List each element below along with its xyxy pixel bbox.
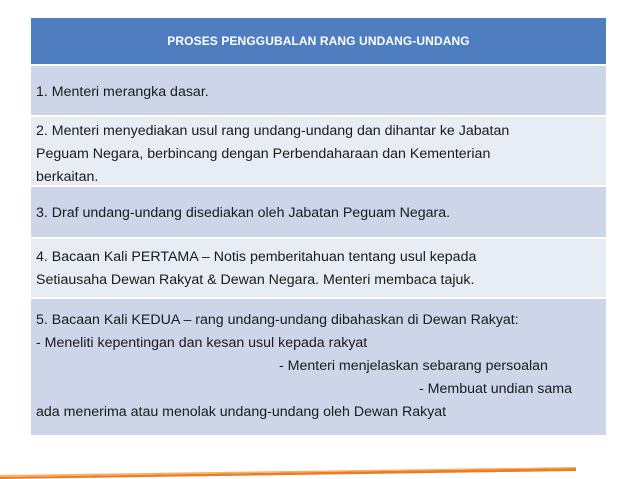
orange-swoosh-shape [0,468,576,479]
process-table [31,18,606,435]
table-row [31,115,606,185]
row-text: 3. Draf undang-undang disediakan oleh Jabatan Peguam Negara. [36,205,451,221]
table-row [31,297,606,435]
row-text: Setiausaha Dewan Rakyat & Dewan Negara. Menteri membaca tajuk. [36,272,475,288]
table-row [31,237,606,297]
row-text: 5. Bacaan Kali KEDUA – rang undang-undang dibahaskan di Dewan Rakyat: [36,312,519,328]
row-text: 4. Bacaan Kali PERTAMA – Notis pemberitahuan tentang usul kepada [36,249,477,265]
table-row [31,185,606,237]
table-header: PROSES PENGGUBALAN RANG UNDANG-UNDANG [31,18,606,64]
row-text: - Meneliti kepentingan dan kesan usul kepada rakyat [36,335,368,351]
row-text: 2. Menteri menyediakan usul rang undang-undang dan dihantar ke Jabatan [36,123,510,139]
row-text: - Membuat undian sama [419,381,572,397]
decorative-swoosh [0,466,576,479]
row-text: - Menteri menjelaskan sebarang persoalan [279,358,548,374]
row-text: Peguam Negara, berbincang dengan Perbendaharaan dan Kementerian [36,146,491,162]
row-text: berkaitan. [36,169,99,185]
row-text: 1. Menteri merangka dasar. [36,84,209,100]
row-text: ada menerima atau menolak undang-undang oleh Dewan Rakyat [36,404,447,420]
table-row [31,64,606,115]
